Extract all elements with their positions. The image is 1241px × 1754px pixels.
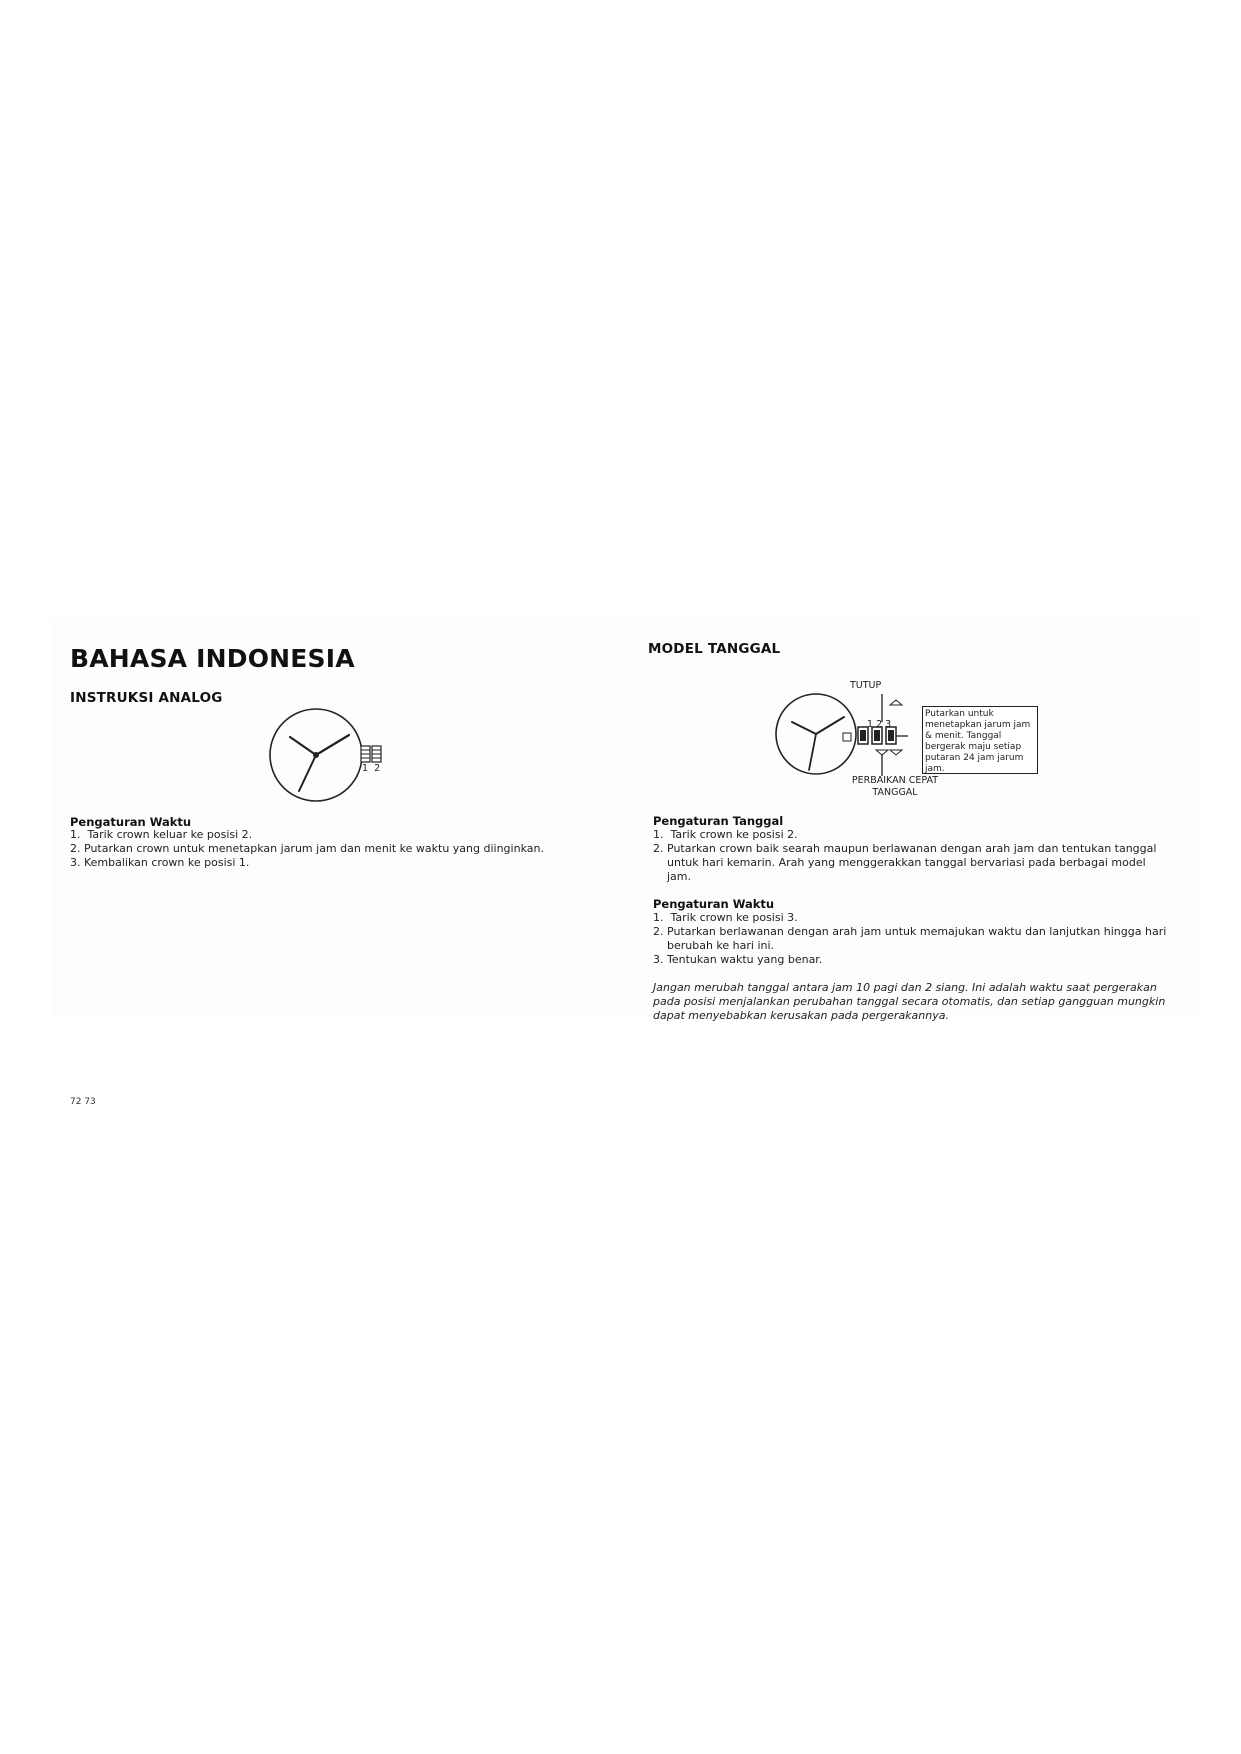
analog-watch-diagram [262, 704, 402, 806]
list-item: 1. Tarik crown ke posisi 3. [653, 911, 798, 924]
minute-hand [816, 717, 844, 734]
crown-icon [361, 746, 381, 762]
second-hand [809, 734, 816, 770]
page-numbers: 72 73 [70, 1097, 96, 1107]
warning-note: Jangan merubah tanggal antara jam 10 pagi dan 2 siang. Ini adalah waktu saat pergerakan pada posisi menjalankan perubahan tanggal secara otomatis, dan setiap gangguan mungkin dapat menyebabkan kerusakan pada pergerakannya. [653, 981, 1166, 1022]
section-heading-date-model: MODEL TANGGAL [648, 641, 781, 657]
arrow-up-icon [890, 700, 902, 705]
date-window-icon [843, 733, 851, 741]
list-item: 1. Tarik crown ke posisi 2. [653, 828, 798, 841]
list-item: 1. Tarik crown keluar ke posisi 2. [70, 828, 253, 841]
list-item: 2. Putarkan crown untuk menetapkan jarum jam dan menit ke waktu yang diinginkan. [70, 842, 544, 855]
hand-pivot [313, 752, 319, 758]
callout-box: Putarkan untuk menetapkan jarum jam & menit. Tanggal bergerak maju setiap putaran 24 jam jarum jam. [922, 706, 1038, 774]
list-item: 3. Tentukan waktu yang benar. [653, 953, 823, 966]
date-setting-heading: Pengaturan Tanggal [653, 814, 784, 828]
list-item: 2. Putarkan crown baik searah maupun berlawanan dengan arah jam dan tentukan tanggal untuk hari kemarin. Arah yang menggerakkan tanggal bervariasi pada berbagai model jam. [653, 842, 1157, 883]
date-setting-steps [653, 828, 1173, 884]
crown-position-labels: 1 2 3 [867, 719, 892, 730]
label-tutup: TUTUP [850, 680, 882, 691]
minute-hand [316, 735, 349, 755]
crown-position-labels: 1 2 [362, 763, 381, 774]
time-setting-steps [653, 911, 1173, 967]
hour-hand [290, 737, 316, 755]
label-quick-date-1: PERBAIKAN CEPAT [851, 775, 939, 786]
arrow-down-icon [890, 750, 902, 755]
list-item: 2. Putarkan berlawanan dengan arah jam untuk memajukan waktu dan lanjutkan hingga hari berubah ke hari ini. [653, 925, 1167, 952]
time-setting-steps [70, 828, 590, 870]
hour-hand [792, 722, 816, 734]
label-quick-date-2: TANGGAL [872, 787, 918, 798]
time-setting-heading: Pengaturan Waktu [653, 897, 775, 911]
second-hand [299, 755, 316, 791]
time-setting-heading: Pengaturan Waktu [70, 815, 192, 829]
section-heading-analog: INSTRUKSI ANALOG [70, 690, 223, 706]
list-item: 3. Kembalikan crown ke posisi 1. [70, 856, 250, 869]
page-title: BAHASA INDONESIA [70, 644, 355, 673]
